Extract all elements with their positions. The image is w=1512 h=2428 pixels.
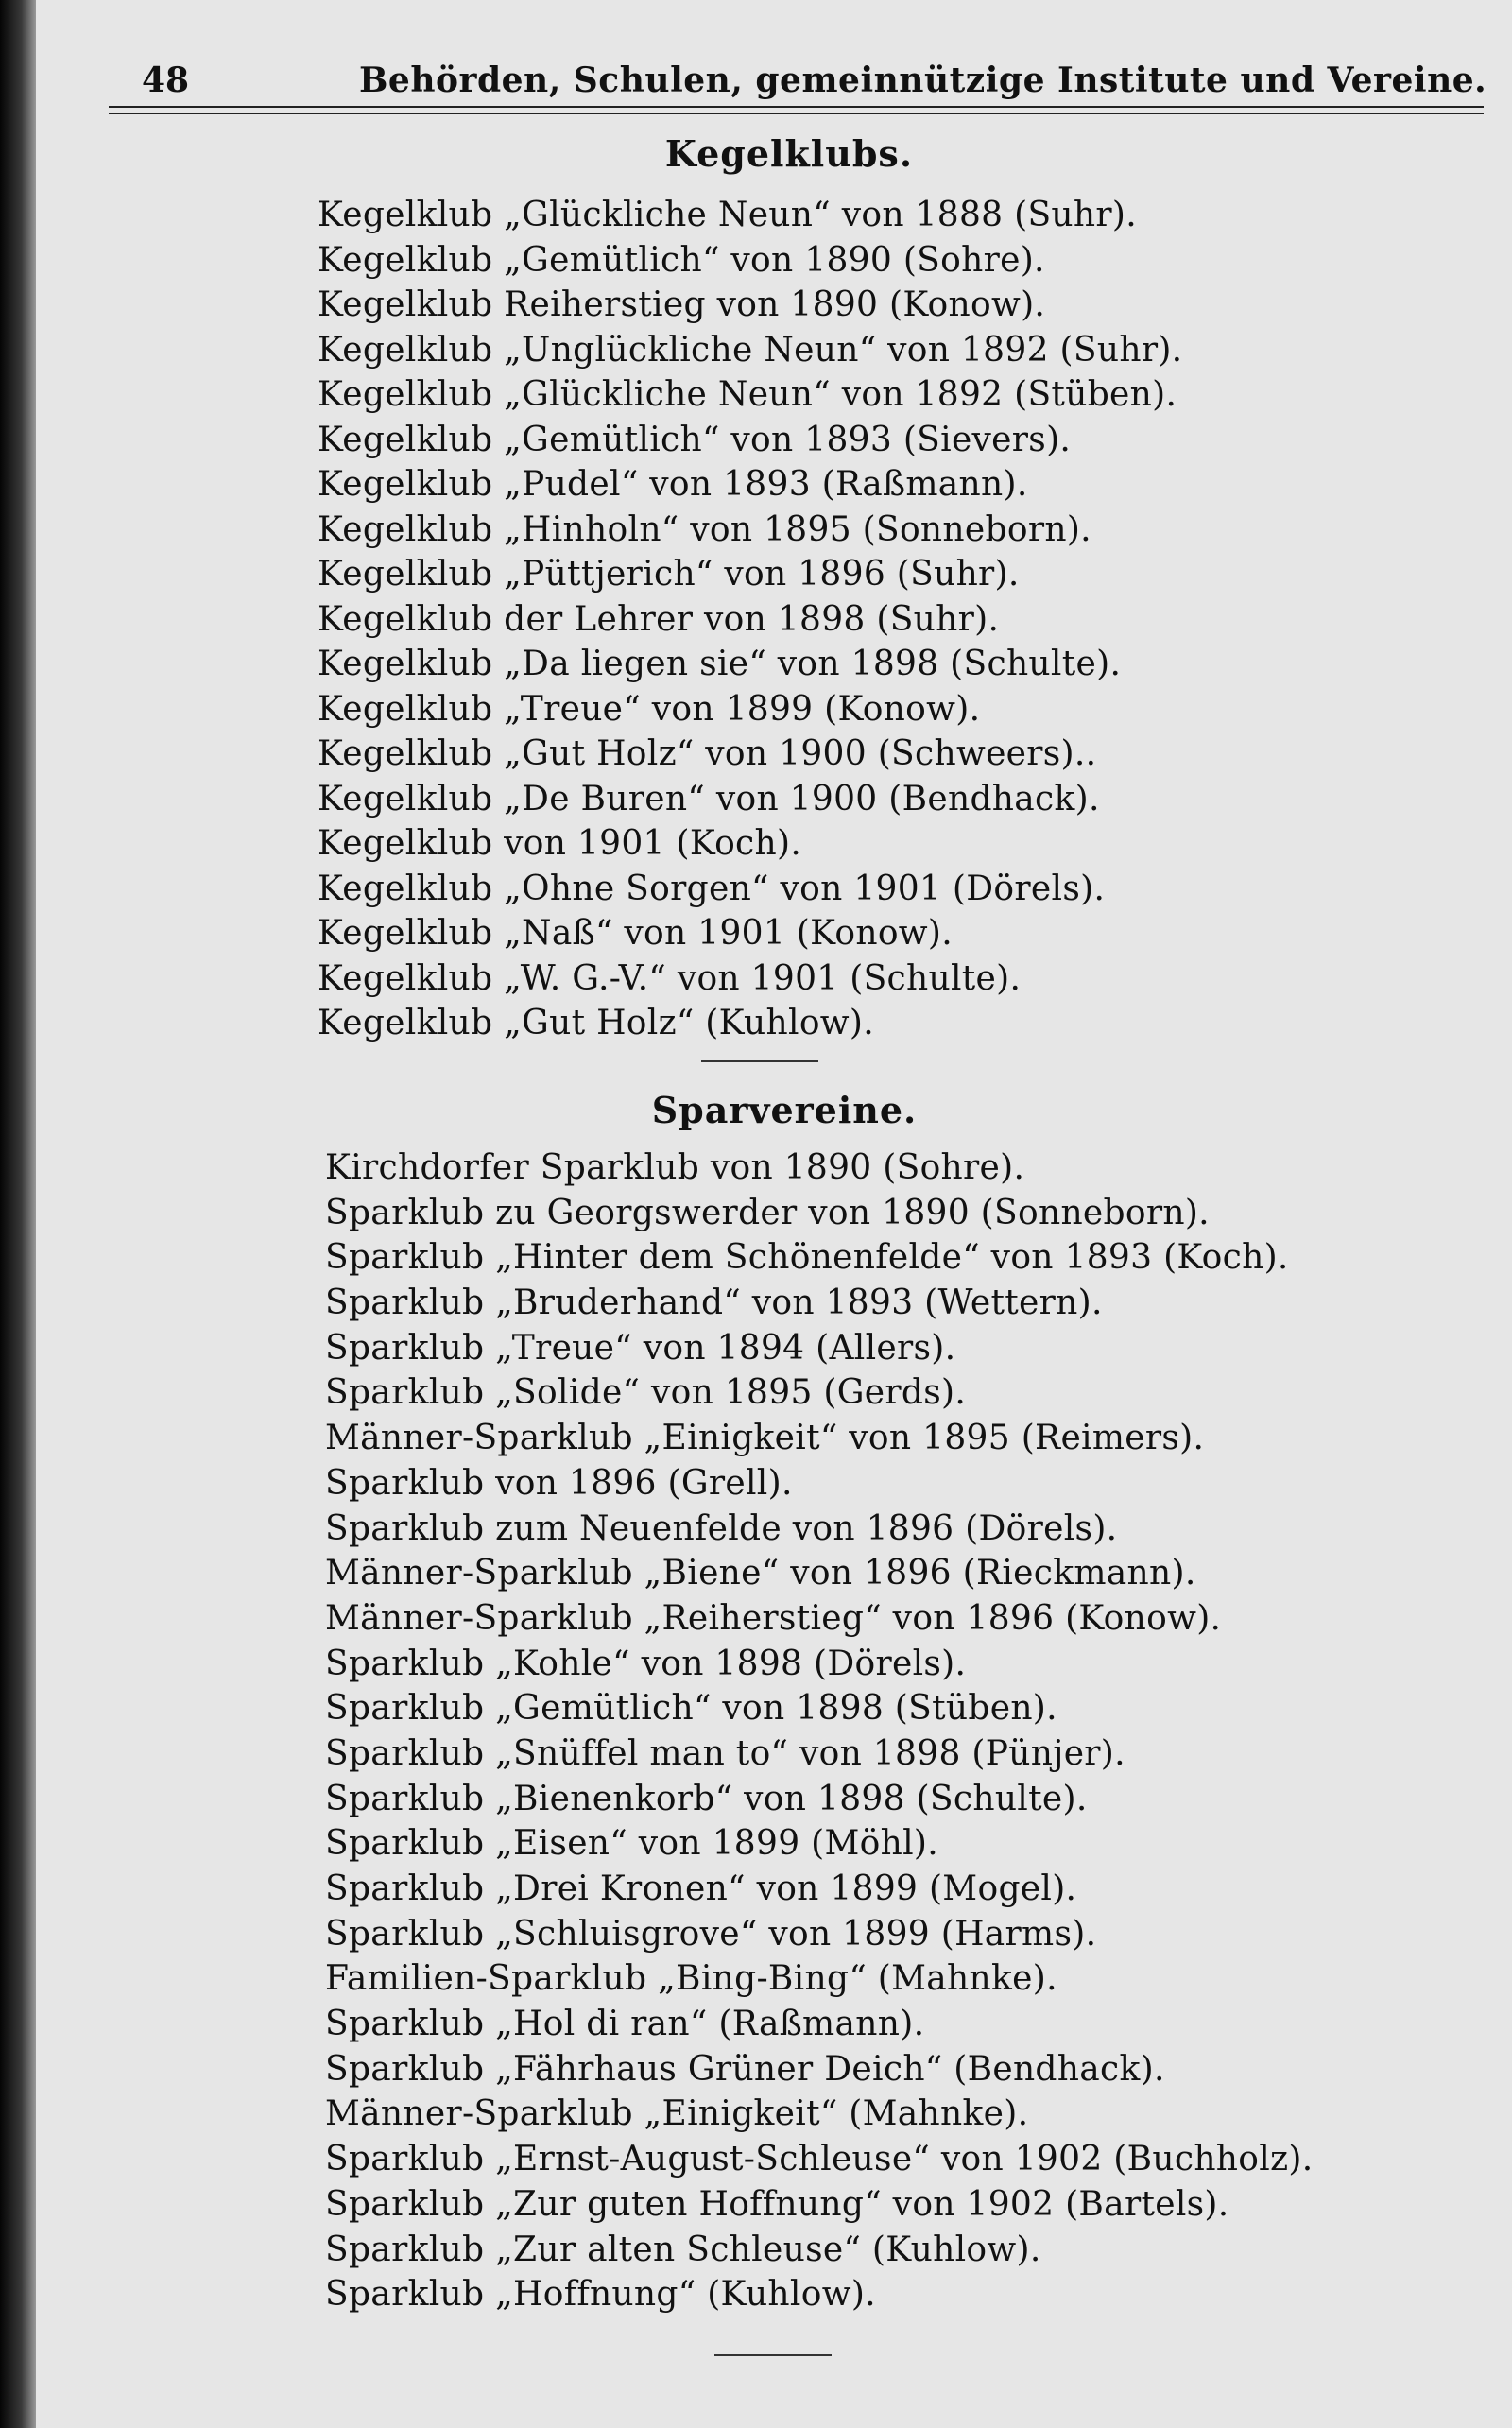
list-item: Sparklub „Solide“ von 1895 (Gerds). [325,1373,967,1413]
list-item: Kegelklub „Ohne Sorgen“ von 1901 (Dörels). [318,869,1106,908]
list-item: Kegelklub „Treue“ von 1899 (Konow). [318,689,981,729]
list-item: Sparklub von 1896 (Grell). [325,1463,793,1503]
list-item: Sparklub „Fährhaus Grüner Deich“ (Bendhack). [325,2049,1165,2089]
list-item: Sparklub „Bienenkorb“ von 1898 (Schulte). [325,1779,1088,1818]
header-rule [109,106,1484,108]
kegelklubs-list [318,193,1182,1046]
list-item: Kegelklub „Pudel“ von 1893 (Raßmann). [318,465,1028,504]
list-item: Sparklub „Ernst-August-Schleuse“ von 1902 (Buchholz). [325,2140,1314,2179]
running-title: Behörden, Schulen, gemeinnützige Institute und Vereine. [359,60,1487,100]
list-item: Kegelklub „Gut Holz“ von 1900 (Schweers).. [318,734,1097,773]
list-item: Kegelklub „Hinholn“ von 1895 (Sonneborn). [318,509,1091,549]
list-item: Sparklub „Gemütlich“ von 1898 (Stüben). [325,1689,1057,1729]
list-item: Kirchdorfer Sparklub von 1890 (Sohre). [325,1148,1025,1187]
list-item: Sparklub „Zur guten Hoffnung“ von 1902 (Bartels). [325,2184,1229,2224]
list-item: Kegelklub „Püttjerich“ von 1896 (Suhr). [318,555,1020,594]
list-item: Sparklub „Hinter dem Schönenfelde“ von 1893 (Koch). [325,1238,1289,1278]
list-item: Kegelklub „Gemütlich“ von 1893 (Sievers). [318,420,1072,459]
list-item: Kegelklub „W. G.-V.“ von 1901 (Schulte). [318,958,1022,998]
list-item: Kegelklub „De Buren“ von 1900 (Bendhack). [318,779,1100,818]
page-binding-shadow [0,0,36,2428]
section-title-sparvereine: Sparvereine. [651,1089,918,1131]
list-item: Sparklub „Hoffnung“ (Kuhlow). [325,2275,876,2315]
list-item: Männer-Sparklub „Einigkeit“ von 1895 (Reimers). [325,1419,1205,1458]
list-item: Sparklub „Hol di ran“ (Raßmann). [325,2005,925,2044]
list-item: Kegelklub „Gut Holz“ (Kuhlow). [318,1004,875,1042]
list-item: Kegelklub von 1901 (Koch). [318,824,802,863]
list-item: Sparklub „Bruderhand“ von 1893 (Wettern). [325,1283,1103,1323]
list-item: Kegelklub „Unglückliche Neun“ von 1892 (Suhr). [318,330,1183,370]
list-item: Sparklub „Treue“ von 1894 (Allers). [325,1328,956,1368]
list-item: Sparklub „Eisen“ von 1899 (Möhl). [325,1824,939,1864]
sparvereine-list [325,1145,1313,2317]
list-item: Familien-Sparklub „Bing-Bing“ (Mahnke). [325,1959,1057,1999]
list-item: Sparklub zum Neuenfelde von 1896 (Dörels). [325,1508,1118,1548]
page-end-divider [714,2354,832,2356]
list-item: Sparklub „Schluisgrove“ von 1899 (Harms). [325,1914,1097,1954]
list-item: Männer-Sparklub „Biene“ von 1896 (Rieckmann). [325,1554,1196,1593]
list-item: Sparklub „Kohle“ von 1898 (Dörels). [325,1644,967,1683]
section-title-kegelklubs: Kegelklubs. [664,132,914,175]
list-item: Kegelklub „Gemütlich“ von 1890 (Sohre). [318,240,1045,280]
page-number: 48 [142,60,190,100]
header-rule-thin [109,113,1484,114]
section-divider [701,1060,818,1062]
list-item: Kegelklub „Naß“ von 1901 (Konow). [318,914,954,953]
list-item: Kegelklub der Lehrer von 1898 (Suhr). [318,599,1000,639]
list-item: Sparklub zu Georgswerder von 1890 (Sonneborn). [325,1193,1210,1232]
list-item: Kegelklub „Glückliche Neun“ von 1892 (Stüben). [318,375,1177,414]
page-header [132,55,1487,102]
list-item: Kegelklub „Da liegen sie“ von 1898 (Schulte). [318,645,1122,683]
list-item: Männer-Sparklub „Einigkeit“ (Mahnke). [325,2094,1029,2134]
list-item: Sparklub „Drei Kronen“ von 1899 (Mogel). [325,1869,1077,1908]
list-item: Sparklub „Snüffel man to“ von 1898 (Pünjer). [325,1733,1125,1773]
list-item: Kegelklub „Glückliche Neun“ von 1888 (Suhr). [318,196,1138,234]
list-item: Kegelklub Reiherstieg von 1890 (Konow). [318,285,1046,324]
list-item: Sparklub „Zur alten Schleuse“ (Kuhlow). [325,2230,1041,2269]
list-item: Männer-Sparklub „Reiherstieg“ von 1896 (Konow). [325,1598,1222,1638]
